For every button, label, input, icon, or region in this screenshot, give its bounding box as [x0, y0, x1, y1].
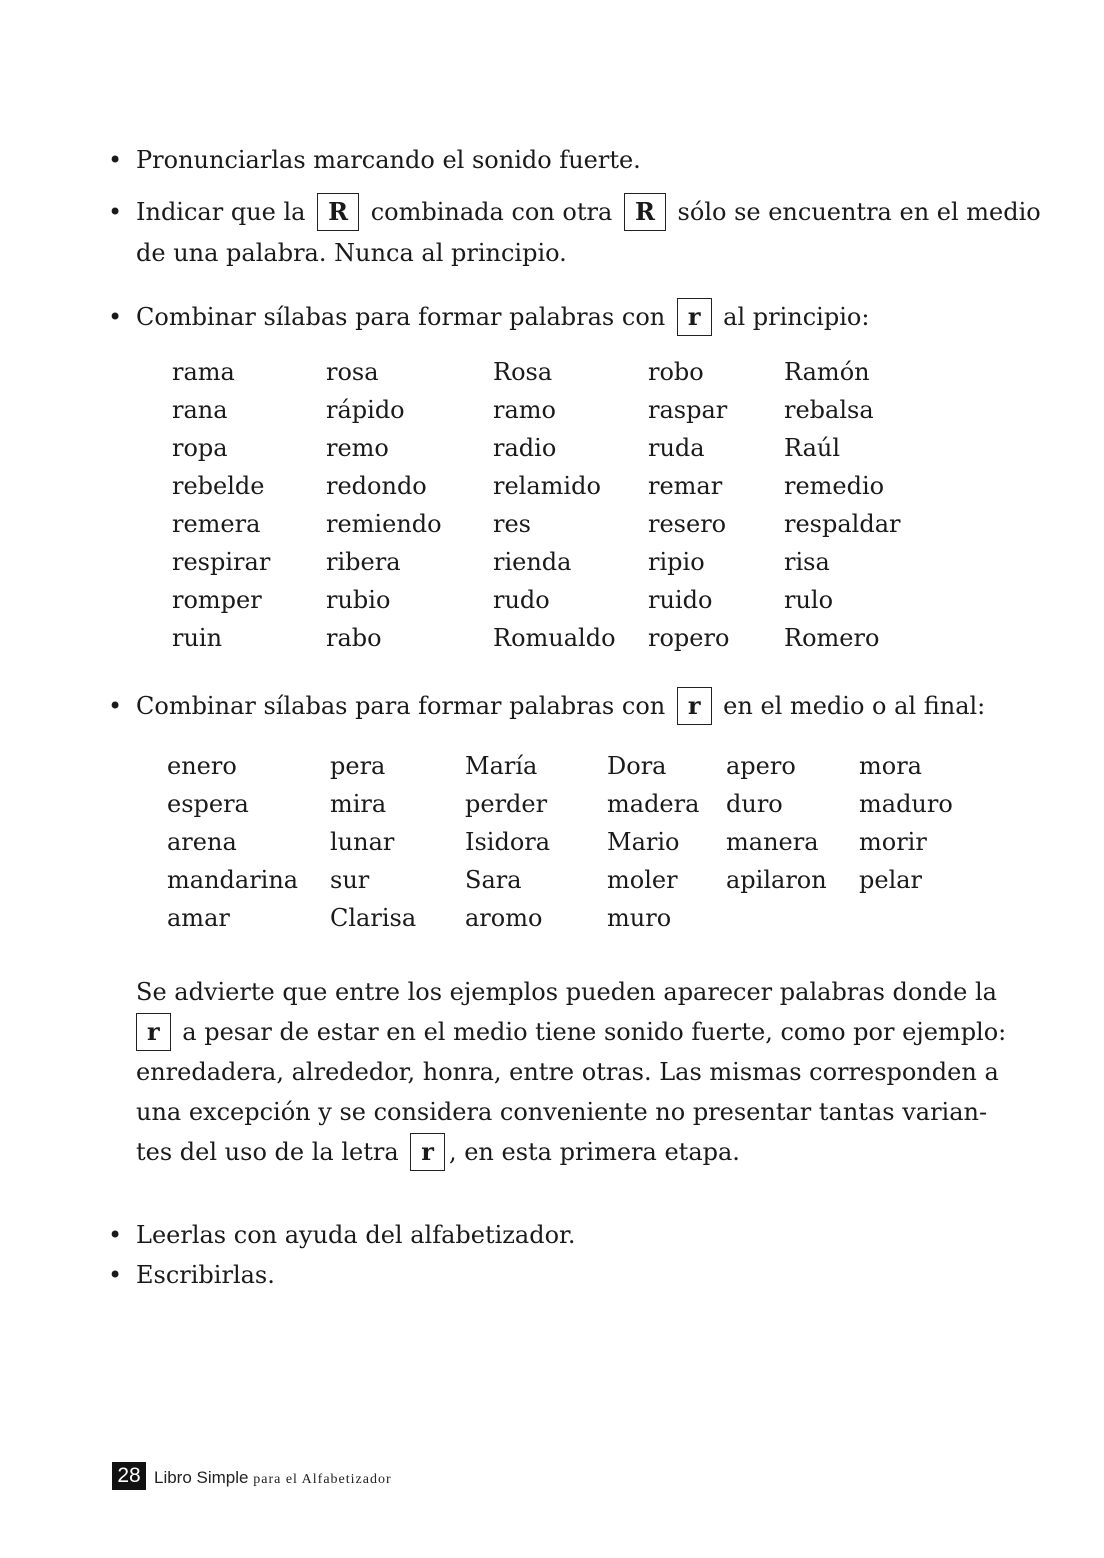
text-segment: tes del uso de la letra — [136, 1138, 399, 1166]
table2-word: Sara — [465, 866, 522, 894]
letter-box: R — [624, 193, 666, 231]
table2-word: pelar — [859, 866, 923, 894]
table2-word: apero — [726, 752, 796, 780]
table1-word: respaldar — [784, 510, 901, 538]
bullet-marker: • — [108, 692, 123, 720]
page-number: 28 — [112, 1462, 146, 1490]
table1-word: rápido — [326, 396, 405, 424]
table1-word: Rosa — [493, 358, 553, 386]
text-segment: Combinar sílabas para formar palabras con — [136, 303, 666, 331]
table1-word: ripio — [648, 548, 705, 576]
table2-word: morir — [859, 828, 927, 856]
table2-word: duro — [726, 790, 783, 818]
book-title-main: Libro Simple — [154, 1468, 249, 1487]
table1-word: relamido — [493, 472, 601, 500]
bullet-marker: • — [108, 1221, 123, 1249]
table1-word: rulo — [784, 586, 834, 614]
table2-word: Dora — [607, 752, 667, 780]
table1-word: remera — [172, 510, 261, 538]
table1-word: remedio — [784, 472, 885, 500]
table1-word: resero — [648, 510, 727, 538]
table2-word: enero — [167, 752, 237, 780]
table1-word: res — [493, 510, 531, 538]
letter-box: r — [677, 298, 712, 336]
table1-word: rana — [172, 396, 228, 424]
table1-word: remo — [326, 434, 389, 462]
bullet-text — [136, 297, 869, 338]
table1-word: risa — [784, 548, 830, 576]
table2-word: muro — [607, 904, 672, 932]
bullet-text: Leerlas con ayuda del alfabetizador. — [136, 1221, 576, 1249]
letter-box: r — [677, 687, 712, 725]
table1-word: remiendo — [326, 510, 442, 538]
bullet-text: Pronunciarlas marcando el sonido fuerte. — [136, 146, 641, 174]
table1-word: raspar — [648, 396, 728, 424]
table1-word: romper — [172, 586, 262, 614]
note-line-1: Se advierte que entre los ejemplos pueden aparecer palabras donde la — [136, 978, 997, 1006]
table2-word: manera — [726, 828, 819, 856]
table2-word: apilaron — [726, 866, 827, 894]
text-segment: a pesar de estar en el medio tiene sonido fuerte, como por ejemplo: — [182, 1018, 1007, 1046]
table1-word: ruido — [648, 586, 713, 614]
table1-word: Romero — [784, 624, 880, 652]
table1-word: rienda — [493, 548, 572, 576]
text-segment: sólo se encuentra en el medio — [677, 198, 1041, 226]
text-segment: Combinar sílabas para formar palabras con — [136, 692, 666, 720]
bullet-marker: • — [108, 198, 123, 226]
table1-word: rosa — [326, 358, 379, 386]
table2-word: Isidora — [465, 828, 551, 856]
letter-box: r — [136, 1013, 171, 1051]
letter-box: R — [317, 193, 359, 231]
bullet-marker: • — [108, 1261, 123, 1289]
text-segment: al principio: — [723, 303, 870, 331]
table2-word: Clarisa — [330, 904, 417, 932]
bullet-marker: • — [108, 303, 123, 331]
note-line-3: enredadera, alrededor, honra, entre otras. Las mismas corresponden a — [136, 1058, 999, 1086]
text-segment: , en esta primera etapa. — [448, 1138, 740, 1166]
table1-word: radio — [493, 434, 557, 462]
table1-word: ruin — [172, 624, 223, 652]
table1-word: respirar — [172, 548, 271, 576]
table1-word: Ramón — [784, 358, 870, 386]
table2-word: perder — [465, 790, 548, 818]
letter-box: r — [410, 1133, 445, 1171]
table2-word: mora — [859, 752, 922, 780]
table1-word: remar — [648, 472, 723, 500]
table2-word: aromo — [465, 904, 543, 932]
table1-word: rabo — [326, 624, 382, 652]
bullet-text-continued: de una palabra. Nunca al principio. — [136, 239, 567, 267]
table1-word: ruda — [648, 434, 705, 462]
table2-word: mandarina — [167, 866, 299, 894]
table2-word: maduro — [859, 790, 953, 818]
table1-word: rebelde — [172, 472, 265, 500]
table1-word: rama — [172, 358, 235, 386]
note-line-5 — [136, 1132, 740, 1173]
table2-word: sur — [330, 866, 370, 894]
table2-word: Mario — [607, 828, 680, 856]
text-segment: Indicar que la — [136, 198, 306, 226]
table1-word: rubio — [326, 586, 391, 614]
note-line-2 — [136, 1012, 1006, 1053]
table1-word: ribera — [326, 548, 401, 576]
table2-word: amar — [167, 904, 230, 932]
table1-word: ropa — [172, 434, 228, 462]
table2-word: pera — [330, 752, 386, 780]
table1-word: ramo — [493, 396, 556, 424]
table2-word: espera — [167, 790, 249, 818]
bullet-text: Escribirlas. — [136, 1261, 275, 1289]
note-line-4: una excepción y se considera conveniente no presentar tantas varian- — [136, 1098, 988, 1126]
table2-word: moler — [607, 866, 678, 894]
bullet-marker: • — [108, 146, 123, 174]
book-title-rest: para el Alfabetizador — [253, 1472, 392, 1487]
table1-word: ropero — [648, 624, 730, 652]
table1-word: redondo — [326, 472, 427, 500]
book-title — [154, 1466, 392, 1492]
table1-word: Raúl — [784, 434, 841, 462]
table1-word: rebalsa — [784, 396, 874, 424]
bullet-text — [136, 192, 1041, 233]
bullet-text — [136, 686, 985, 727]
table1-word: Romualdo — [493, 624, 616, 652]
text-segment: en el medio o al final: — [723, 692, 986, 720]
table2-word: arena — [167, 828, 237, 856]
table1-word: robo — [648, 358, 704, 386]
table2-word: mira — [330, 790, 387, 818]
table2-word: lunar — [330, 828, 395, 856]
table1-word: rudo — [493, 586, 550, 614]
table2-word: María — [465, 752, 538, 780]
table2-word: madera — [607, 790, 700, 818]
text-segment: combinada con otra — [370, 198, 613, 226]
